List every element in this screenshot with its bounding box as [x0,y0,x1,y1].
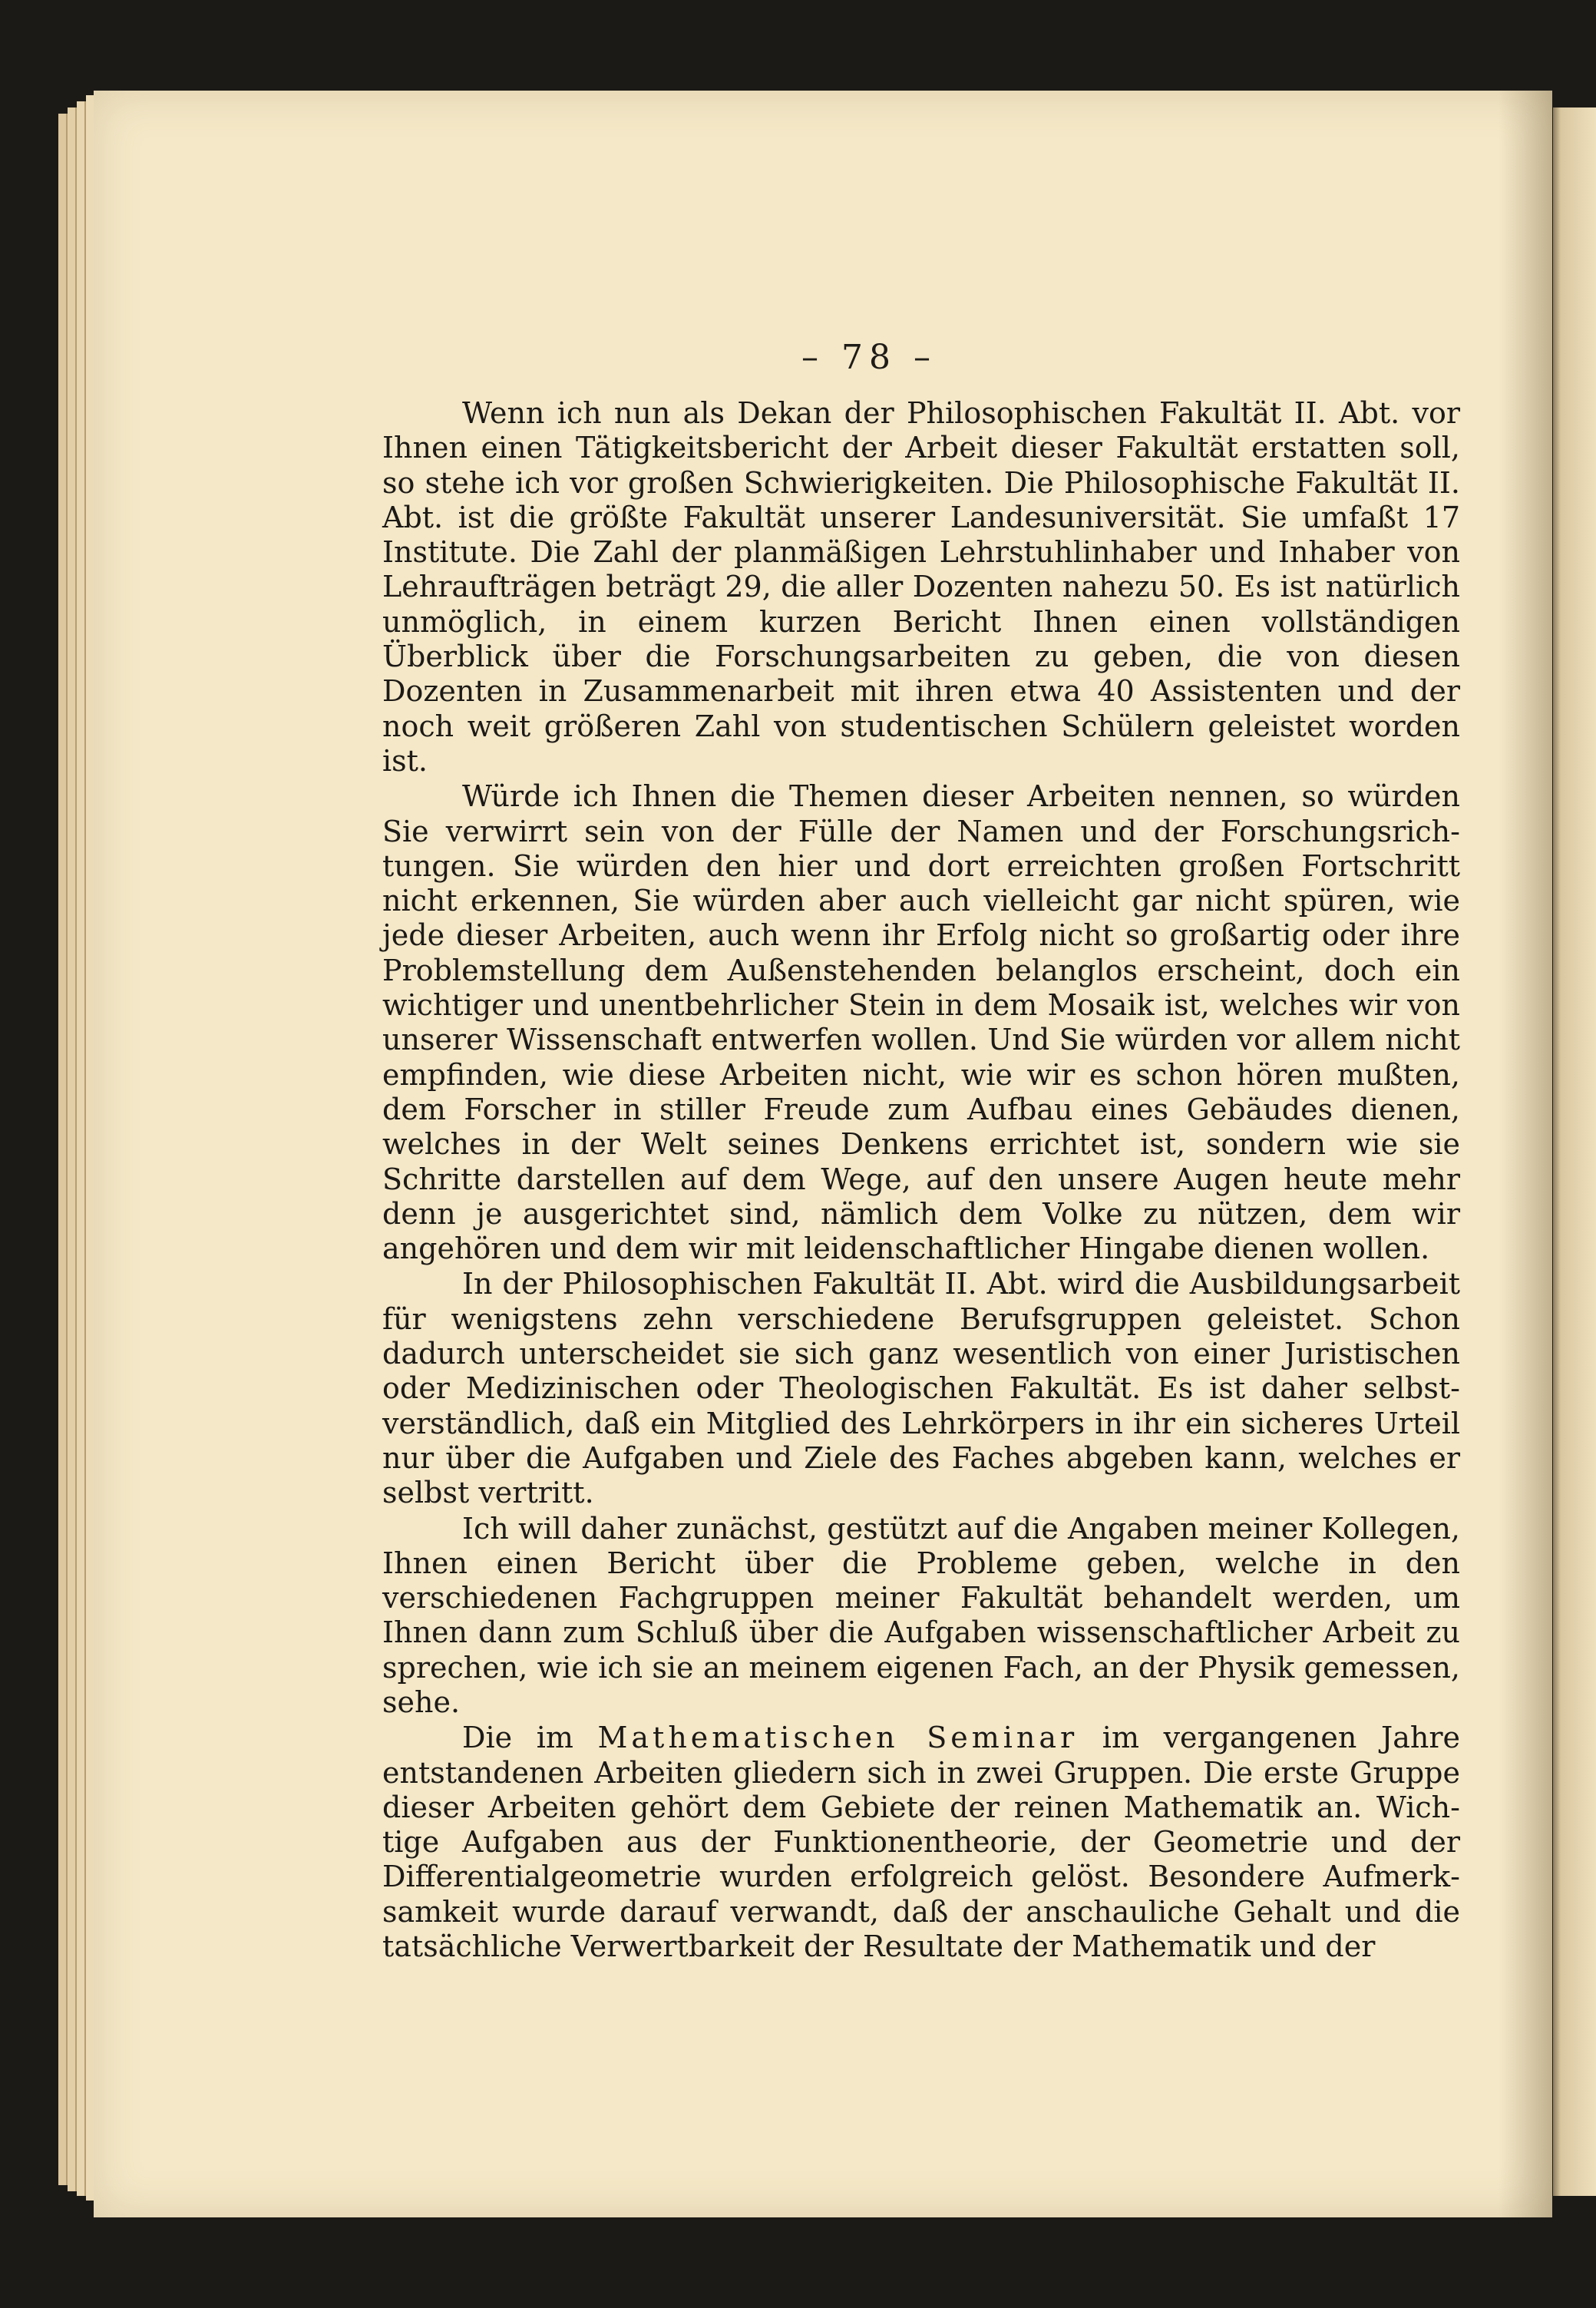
page-edge [68,107,77,2191]
paragraph [382,396,1460,779]
spaced-term: Mathematischen Seminar [597,1721,1079,1755]
page-edge [58,114,68,2185]
facing-page [1553,107,1596,2196]
paragraph [382,1512,1460,1721]
paragraph-text: im vergangenen Jahre entstandenen Arbeiten gliedern sich in zwei Gruppen. Die erste Gruppe dieser Arbeiten gehört dem Gebiete der reinen Mathematik an. Wichtige Aufgaben aus der Funktionentheorie, der Geometrie und der Differentialgeometrie wurden erfolgreich gelöst. Besondere Aufmerksamkeit wurde darauf verwandt, daß der anschauliche Gehalt und die tatsächliche Verwertbarkeit der Resultate der Mathematik und der [382,1721,1460,1964]
book-page [94,91,1552,2217]
paragraph-text: Ich will daher zunächst, gestützt auf die Angaben meiner Kollegen, Ihnen einen Bericht über die Probleme geben, welche in den verschiedenen Fachgruppen meiner Fakultät behandelt werden, um Ihnen dann zum Schluß über die Aufgaben wissenschaftlicher Arbeit zu sprechen, wie ich sie an meinem eigenen Fach, an der Physik gemessen, sehe. [382,1511,1460,1719]
paragraph [382,1721,1460,1964]
body-text [382,396,1460,1965]
page-number: – 78 – [801,338,937,377]
page-edge [77,101,86,2196]
paragraph [382,1267,1460,1510]
paragraph [382,779,1460,1266]
paragraph-text: Die im [462,1721,598,1755]
paragraph-text: Würde ich Ihnen die Themen dieser Arbeiten nennen, so würden Sie verwirrt sein von der Fülle der Namen und der Forschungsrichtungen. Sie würden den hier und dort erreichten großen Fortschritt nicht erkennen, Sie würden aber auch vielleicht gar nicht spüren, wie jede dieser Arbeiten, auch wenn ihr Erfolg nicht so großartig oder ihre Problemstellung dem Außenstehenden belanglos erscheint, doch ein wichtiger und unentbehrlicher Stein in dem Mosaik ist, welches wir von unserer Wissenschaft entwerfen wollen. Und Sie würden vor allem nicht empfinden, wie diese Arbeiten nicht, wie wir es schon hören mußten, dem Forscher in stiller Freude zum Aufbau eines Gebäudes dienen, welches in der Welt seines Denkens errichtet ist, sondern wie sie Schritte darstellen auf dem Wege, auf den unsere Augen heute mehr denn je ausgerichtet sind, nämlich dem Volke zu nützen, dem wir angehören und dem wir mit leidenschaftlicher Hingabe dienen wollen. [382,779,1460,1266]
paragraph-text: In der Philosophischen Fakultät II. Abt. wird die Ausbildungsarbeit für wenigstens zehn verschiedene Berufsgruppen geleistet. Schon dadurch unterscheidet sie sich ganz wesentlich von einer Juristischen oder Medizinischen oder Theologischen Fakultät. Es ist daher selbstverständlich, daß ein Mitglied des Lehrkörpers in ihr ein sicheres Urteil nur über die Aufgaben und Ziele des Faches abgeben kann, welches er selbst vertritt. [382,1267,1460,1510]
paragraph-text: Wenn ich nun als Dekan der Philosophischen Fakultät II. Abt. vor Ihnen einen Tätigkeitsbericht der Arbeit dieser Fakultät erstatten soll, so stehe ich vor großen Schwierigkeiten. Die Philosophische Fakultät II. Abt. ist die größte Fakultät unserer Landesuniversität. Sie umfaßt 17 Institute. Die Zahl der planmäßigen Lehrstuhlinhaber und Inhaber von Lehraufträgen beträgt 29, die aller Dozenten nahezu 50. Es ist natürlich unmöglich, in einem kurzen Bericht Ihnen einen vollständigen Überblick über die Forschungsarbeiten zu geben, die von diesen Dozenten in Zusammenarbeit mit ihren etwa 40 Assistenten und der noch weit größeren Zahl von studentischen Schülern geleistet worden ist. [382,396,1460,778]
